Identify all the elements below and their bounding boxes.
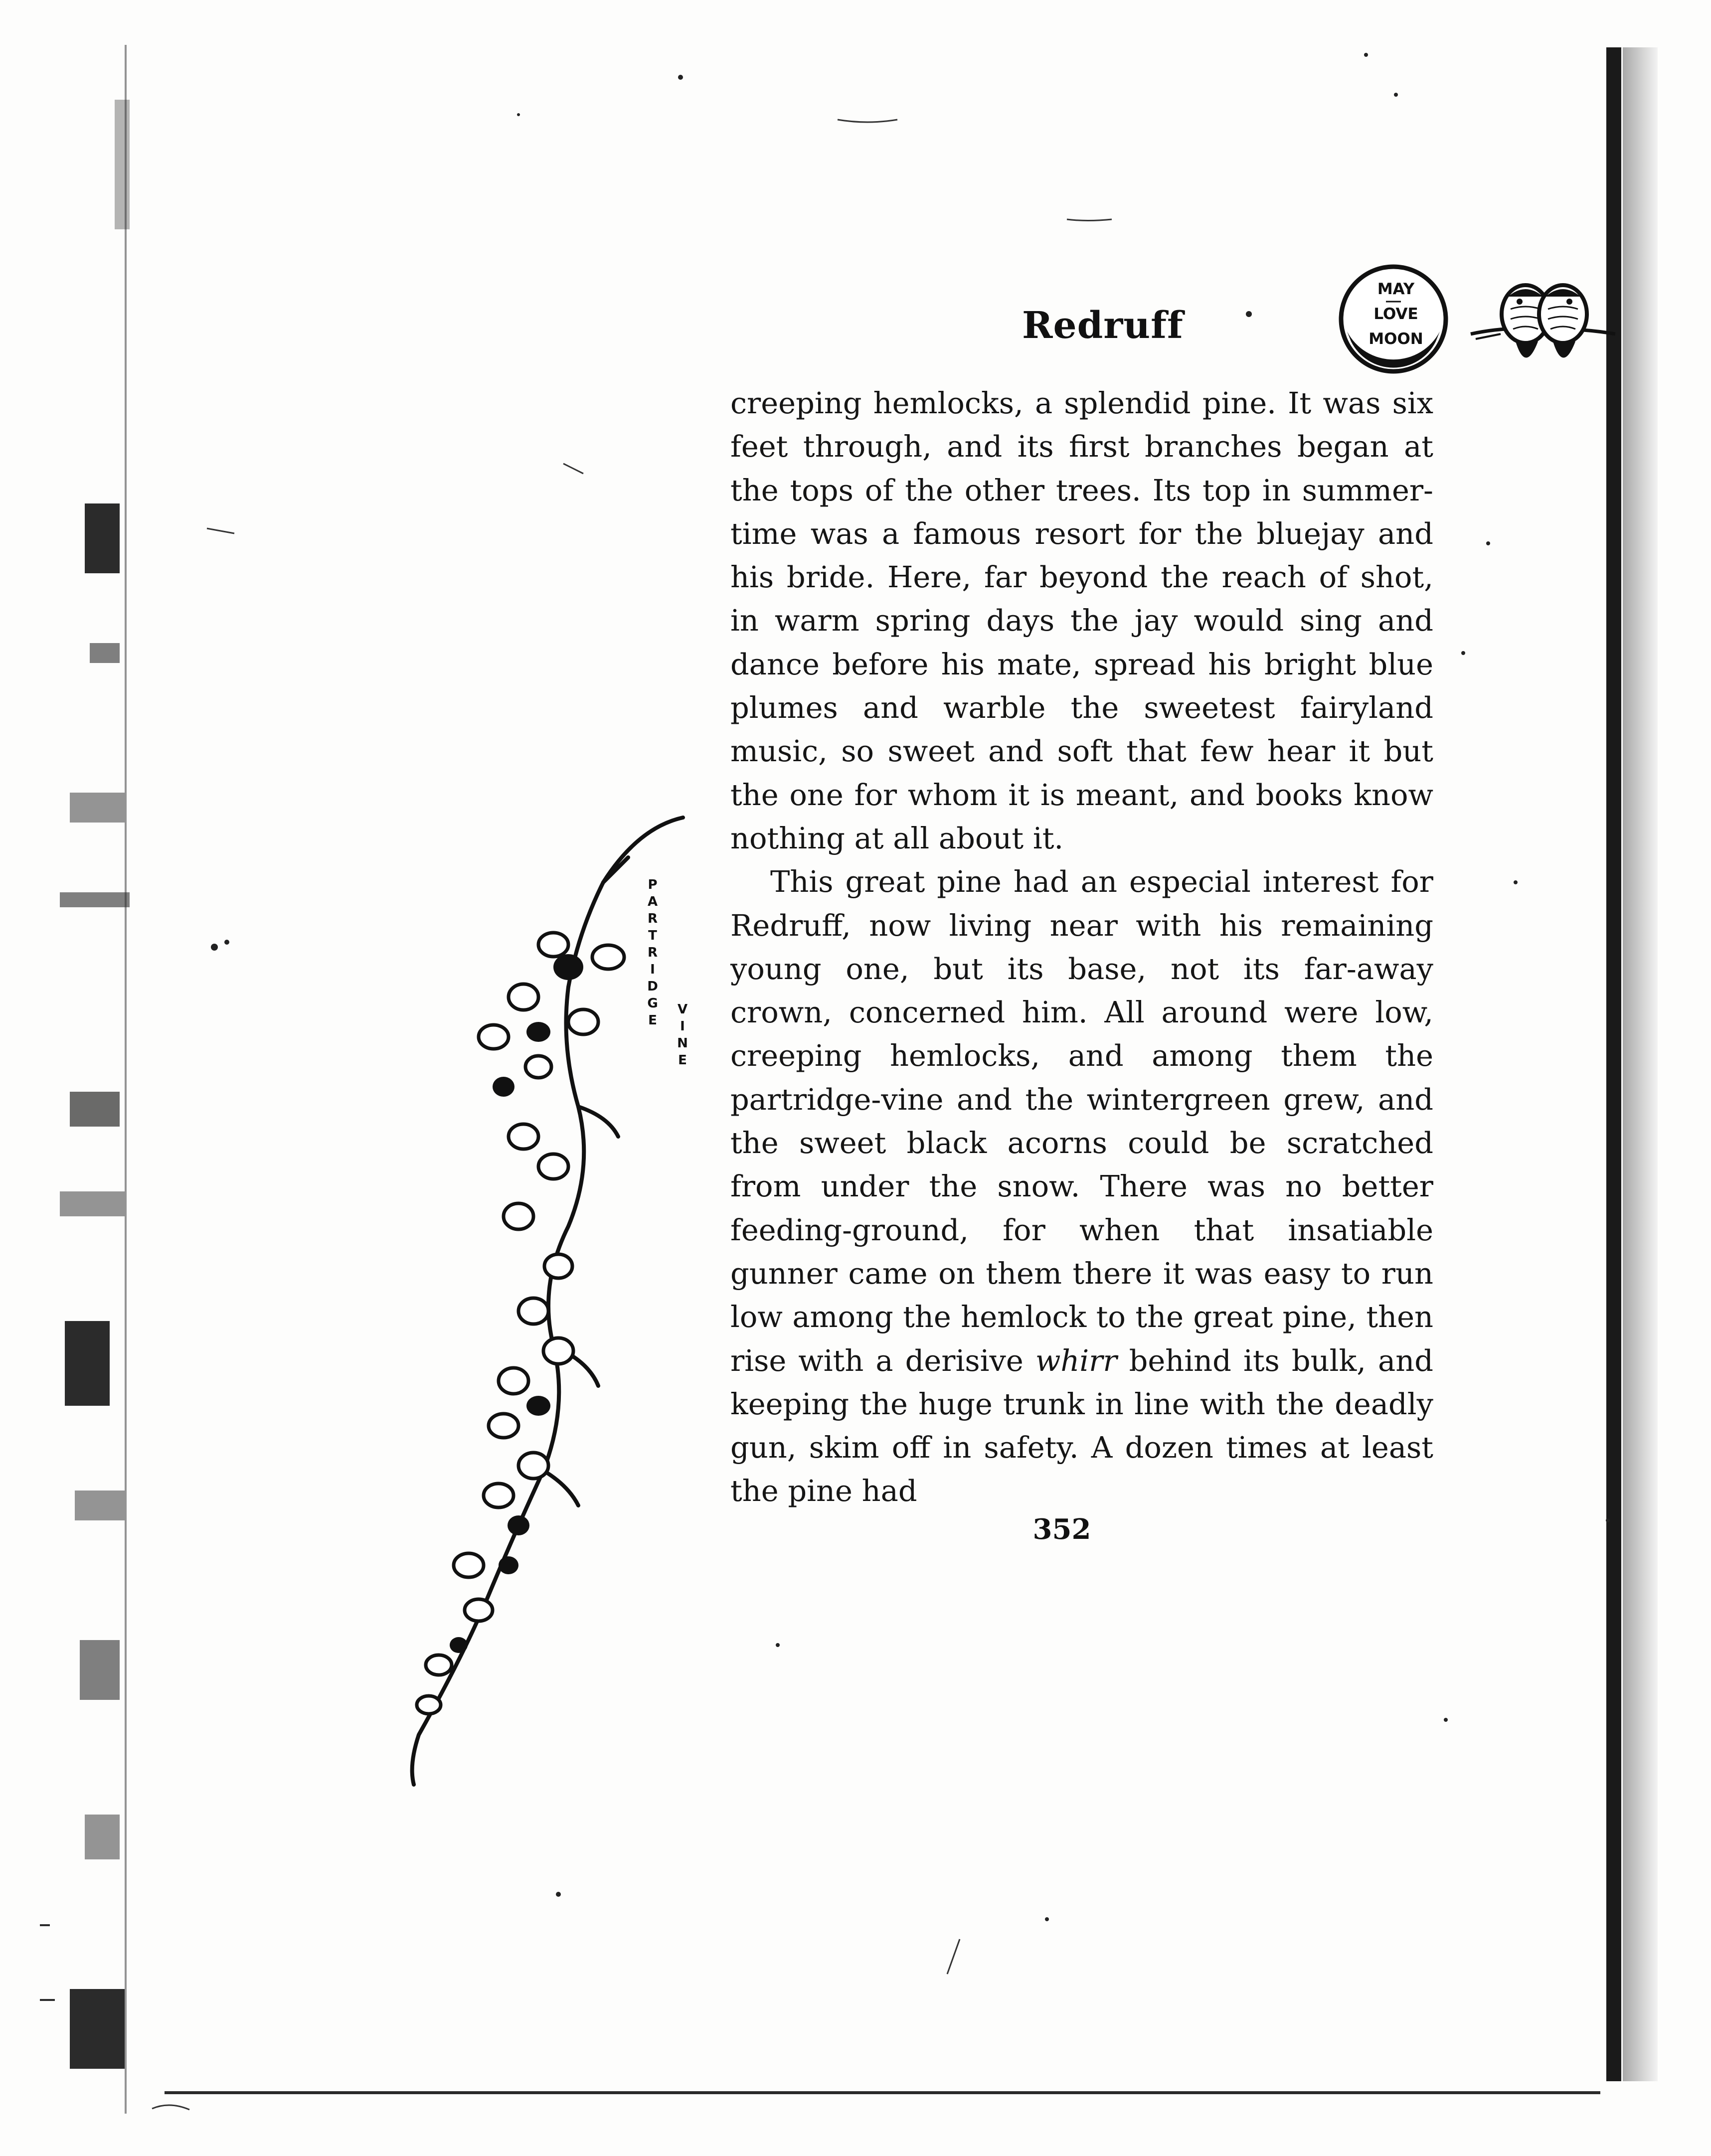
running-head: Redruff bbox=[1022, 304, 1184, 347]
emblem-line-love: LOVE bbox=[1373, 305, 1418, 323]
vine-label-partridge-text: PARTRIDGE bbox=[645, 877, 660, 1030]
paragraph-2-text-a: This great pine had an especial interest for Redruff, now living near with his remaining young one, but its base, not its far-away crown, concerned him. All around were low, creeping hemlocks, and among them the partridge-vine and the wintergreen grew, and the sweet black acorns could be scratched from under the snow. There was no better feeding-ground, for when that insatiable gunner came on them there it was easy to run low among the hemlock to the great pine, then rise with a derisive bbox=[730, 864, 1433, 1378]
vine-label-vine-text: VINE bbox=[675, 1002, 690, 1070]
paragraph-2-text-b: behind its bulk, and keeping the huge trunk in line with the deadly gun, skim off in safety. A dozen times at least the pine had bbox=[730, 1343, 1433, 1508]
paragraph-1-text: creeping hemlocks, a splendid pine. It was six feet through, and its first branches began at the tops of the other trees. Its top in summer-time was a famous resort for the bluejay and his bride. Here, far beyond the reach of shot, in warm spring days the jay would sing and dance before his mate, spread his bright blue plumes and warble the sweetest fairyland music, so sweet and soft that few hear it but the one for whom it is meant, and books know nothing at all about it. bbox=[730, 386, 1433, 855]
page-number: 352 bbox=[1032, 1513, 1091, 1546]
emblem-line-may: MAY bbox=[1377, 280, 1415, 298]
paragraph-2-italic-word: whirr bbox=[1035, 1343, 1117, 1378]
emblem-line-moon: MOON bbox=[1369, 330, 1423, 348]
